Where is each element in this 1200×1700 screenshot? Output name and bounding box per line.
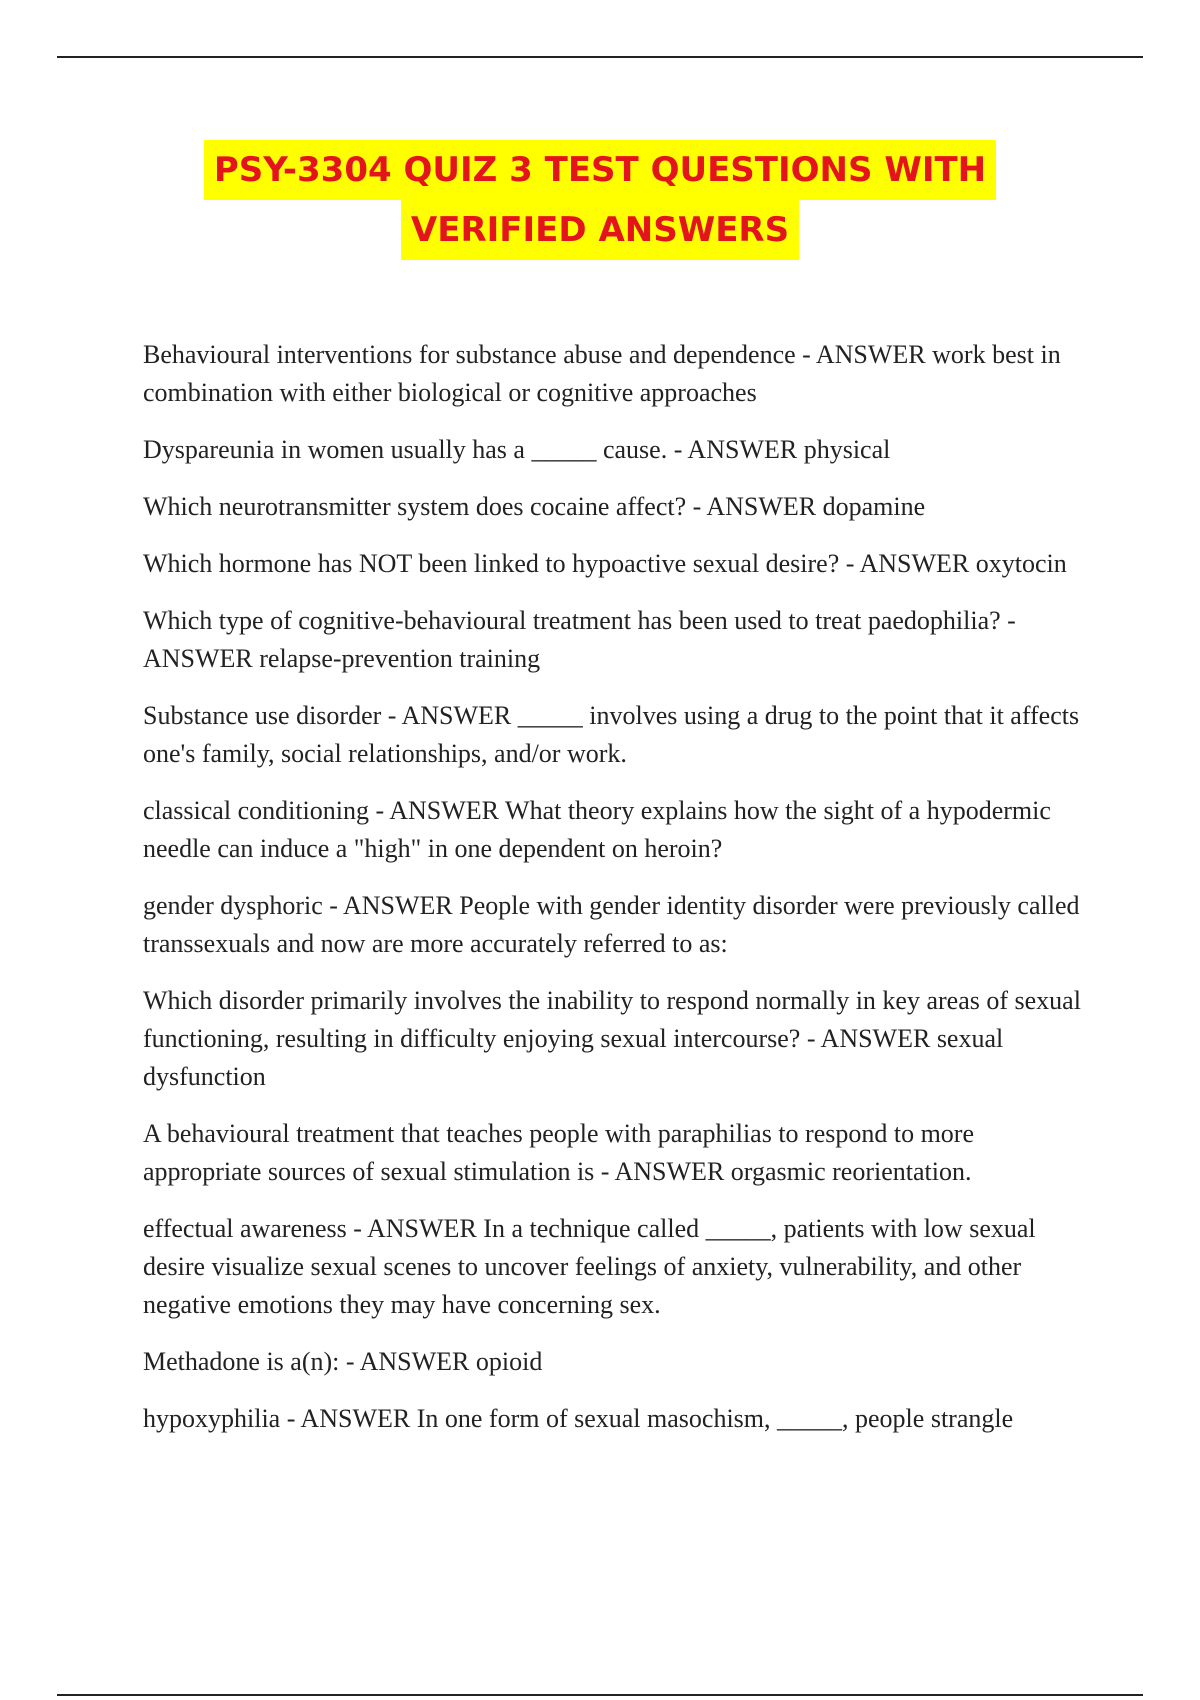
title-line-1: PSY-3304 QUIZ 3 TEST QUESTIONS WITH: [204, 140, 996, 200]
title-line-2: VERIFIED ANSWERS: [401, 200, 799, 260]
qa-item: Which hormone has NOT been linked to hypoactive sexual desire? - ANSWER oxytocin: [143, 549, 1067, 578]
qa-list: [143, 336, 1093, 1457]
qa-item: gender dysphoric - ANSWER People with gender identity disorder were previously called transsexuals and now are more accurately referred to as:: [143, 891, 1080, 958]
qa-item: Methadone is a(n): - ANSWER opioid: [143, 1347, 543, 1376]
qa-item: Behavioural interventions for substance abuse and dependence - ANSWER work best in combination with either biological or cognitive approaches: [143, 340, 1061, 407]
qa-item: Which disorder primarily involves the inability to respond normally in key areas of sexual functioning, resulting in difficulty enjoying sexual intercourse? - ANSWER sexual dysfunction: [143, 986, 1081, 1091]
qa-item: hypoxyphilia - ANSWER In one form of sexual masochism, _____, people strangle: [143, 1404, 1014, 1433]
qa-item: Substance use disorder - ANSWER _____ involves using a drug to the point that it affects one's family, social relationships, and/or work.: [143, 701, 1080, 768]
qa-item: classical conditioning - ANSWER What theory explains how the sight of a hypodermic needle can induce a "high" in one dependent on heroin?: [143, 796, 1051, 863]
document-title: [0, 140, 1200, 260]
qa-item: Which neurotransmitter system does cocaine affect? - ANSWER dopamine: [143, 492, 926, 521]
qa-item: effectual awareness - ANSWER In a technique called _____, patients with low sexual desire visualize sexual scenes to uncover feelings of anxiety, vulnerability, and other negative emotions they may have concerning sex.: [143, 1214, 1036, 1319]
qa-item: Dyspareunia in women usually has a _____ cause. - ANSWER physical: [143, 435, 891, 464]
qa-item: Which type of cognitive-behavioural treatment has been used to treat paedophilia? - ANSWER relapse-prevention training: [143, 606, 1016, 673]
top-rule: [57, 56, 1143, 58]
bottom-rule: [57, 1694, 1143, 1696]
qa-item: A behavioural treatment that teaches people with paraphilias to respond to more appropriate sources of sexual stimulation is - ANSWER orgasmic reorientation.: [143, 1119, 975, 1186]
